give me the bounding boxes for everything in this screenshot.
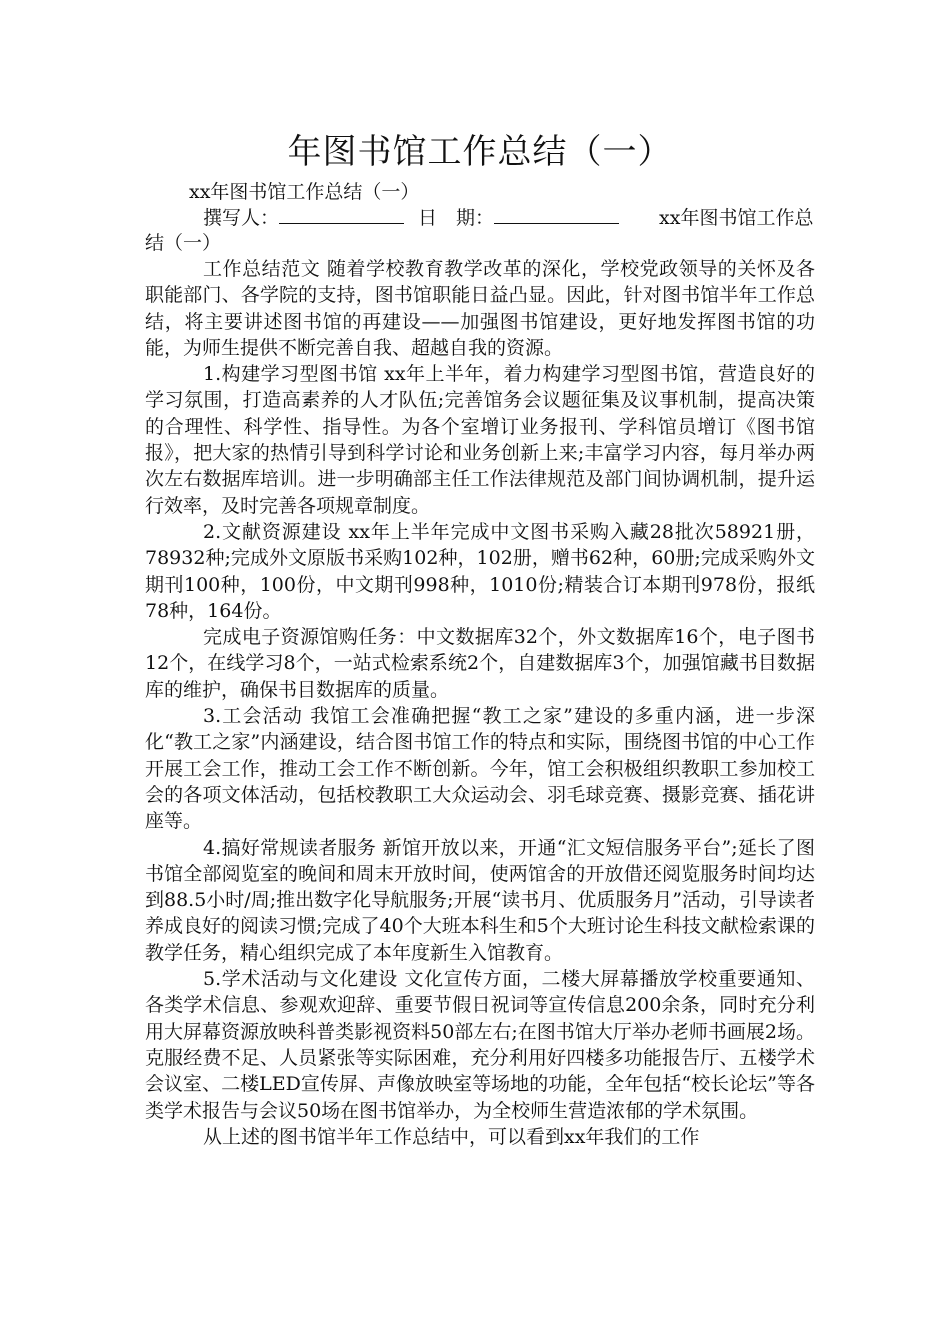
document-title: 年图书馆工作总结（一） (287, 132, 673, 172)
document-meta (145, 205, 815, 256)
paragraph-intro: 工作总结范文 随着学校教育教学改革的深化，学校党政领导的关怀及各职能部门、各学院的支持，图书馆职能日益凸显。因此，针对图书馆半年工作总结，将主要讲述图书馆的再建设——加强图书馆建设，更好地发挥图书馆的功能，为师生提供不断完善自我、超越自我的资源。 (145, 258, 815, 359)
paragraph-learning-library: 1.构建学习型图书馆 xx年上半年，着力构建学习型图书馆，营造良好的学习氛围，打造高素养的人才队伍;完善馆务会议题征集及议事机制，提高决策的合理性、科学性、指导性。为各个室增订业务报刊、学科馆员增订《图书馆报》，把大家的热情引导到科学讨论和业务创新上来;丰富学习内容，每月举办两次左右数据库培训。进一步明确部主任工作法律规范及部门间协调机制，提升运行效率，及时完善各项规章制度。 (145, 363, 815, 517)
date-blank (494, 205, 619, 224)
date-label: 日 期： (418, 207, 495, 229)
author-label: 撰写人： (203, 207, 280, 229)
paragraph-resources: 2.文献资源建设 xx年上半年完成中文图书采购入藏28批次58921册，78932种;完成外文原版书采购102种，102册，赠书62种，60册;完成采购外文期刊100种，100份，中文期刊998种，1010份;精装合订本期刊978份，报纸78种，164份。 (145, 520, 815, 622)
author-blank (279, 205, 404, 224)
paragraph-academic-culture: 5.学术活动与文化建设 文化宣传方面，二楼大屏幕播放学校重要通知、各类学术信息、参观欢迎辞、重要节假日祝词等宣传信息200余条，同时充分利用大屏幕资源放映科普类影视资料50部左右;在图书馆大厅举办老师书画展2场。克服经费不足、人员紧张等实际困难，充分利用好四楼多功能报告厅、五楼学术会议室、二楼LED宣传屏、声像放映室等场地的功能，全年包括“校长论坛”等各类学术报告与会议50场在图书馆举办，为全校师生营造浓郁的学术氛围。 (145, 968, 815, 1122)
paragraph-reader-services: 4.搞好常规读者服务 新馆开放以来，开通“汇文短信服务平台”;延长了图书馆全部阅览室的晚间和周末开放时间，使两馆舍的开放借还阅览服务时间均达到88.5小时/周;推出数字化导航服务;开展“读书月、优质服务月”活动，引导读者养成良好的阅读习惯;完成了40个大班本科生和5个大班讨论生科技文献检索课的教学任务，精心组织完成了本年度新生入馆教育。 (145, 836, 815, 964)
paragraph-conclusion: 从上述的图书馆半年工作总结中，可以看到xx年我们的工作 (203, 1125, 700, 1148)
document-page (145, 128, 815, 1150)
paragraph-electronic-resources: 完成电子资源馆购任务：中文数据库32个，外文数据库16个，电子图书12个，在线学习8个，一站式检索系统2个，自建数据库3个，加强馆藏书目数据库的维护，确保书目数据库的质量。 (145, 626, 815, 701)
meta-tail-text: xx年图书馆工作总结（一） (145, 207, 814, 254)
document-subtitle: xx年图书馆工作总结（一） (189, 181, 420, 203)
paragraph-union-activities: 3.工会活动 我馆工会准确把握“教工之家”建设的多重内涵，进一步深化“教工之家”内涵建设，结合图书馆工作的特点和实际，围绕图书馆的中心工作开展工会工作，推动工会工作不断创新。今年，馆工会积极组织教职工参加校工会的各项文体活动，包括校教职工大众运动会、羽毛球竞赛、摄影竞赛、插花讲座等。 (145, 705, 815, 833)
